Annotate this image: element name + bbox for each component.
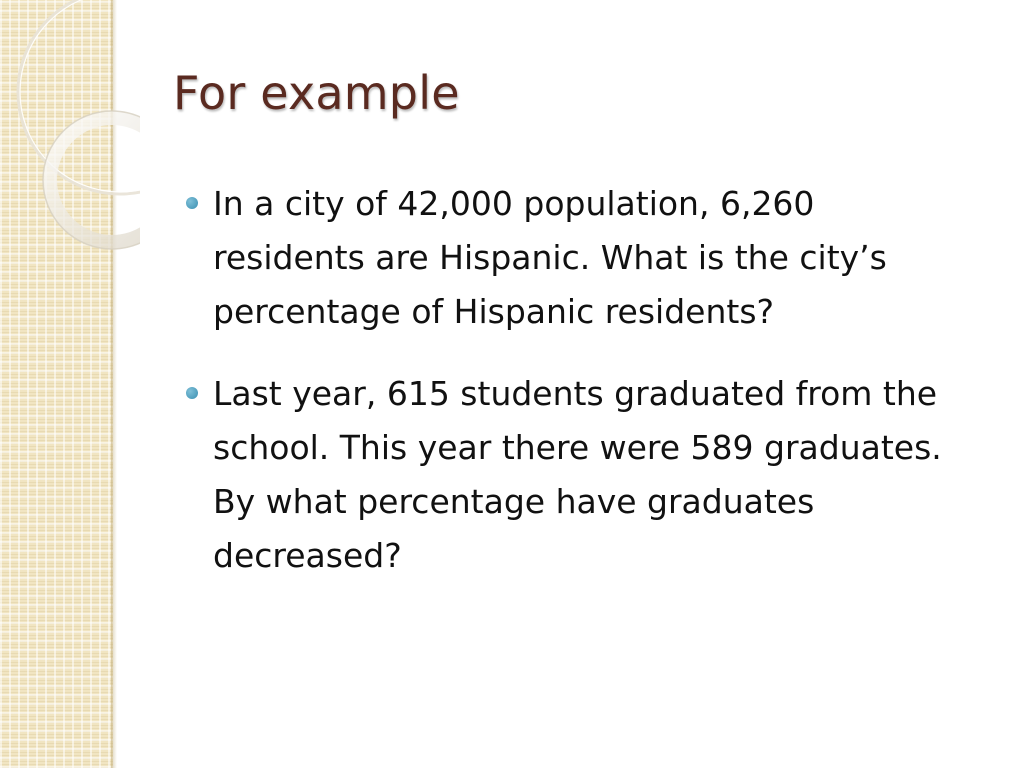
bullet-list — [186, 177, 976, 611]
bullet-dot-icon — [186, 387, 198, 399]
bullet-item-graduates-question — [186, 367, 976, 583]
large-ring — [18, 0, 140, 194]
bullet-dot-icon — [186, 197, 198, 209]
small-ring-edge — [43, 111, 140, 249]
bullet-text: Last year, 615 students graduated from the school. This year there were 589 graduates. By what percentage have graduates decreased? — [213, 374, 942, 575]
bullet-item-population-question — [186, 177, 976, 339]
ring-decoration-icon — [0, 0, 140, 260]
large-ring-highlight — [20, 0, 140, 192]
small-ring — [50, 118, 140, 242]
bullet-text: In a city of 42,000 population, 6,260 residents are Hispanic. What is the city’s percentage of Hispanic residents? — [213, 184, 887, 331]
slide-title: For example — [173, 66, 460, 120]
